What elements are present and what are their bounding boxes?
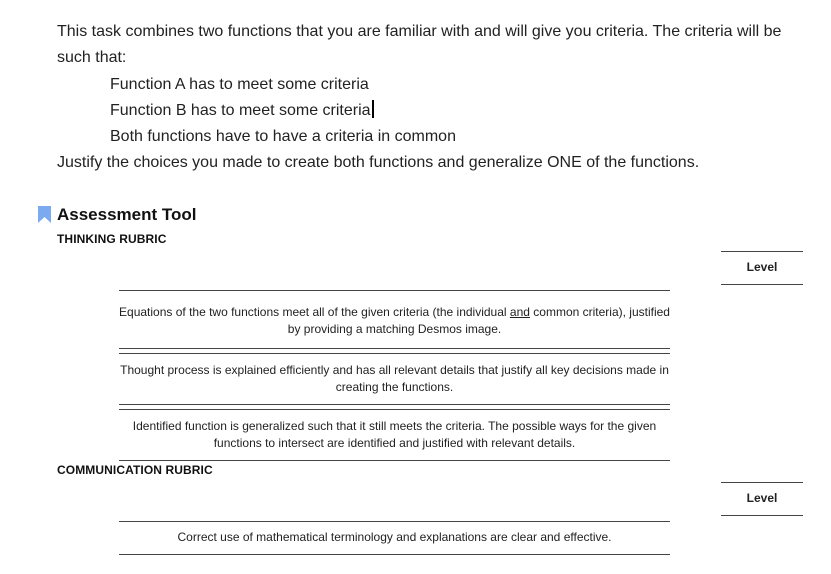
row-divider (119, 348, 670, 349)
thinking-table-top-rule (119, 290, 670, 291)
task-intro: This task combines two functions that you are familiar with and will give you criteria. The criteria will be such that: (57, 23, 782, 66)
thinking-criterion-3: Identified function is generalized such that it still meets the criteria. The possible ways for the given functions to intersect are identified and justified with relevant details. (132, 419, 657, 450)
communication-criterion-1: Correct use of mathematical terminology and explanations are clear and effective. (177, 530, 612, 544)
thinking-criterion-1 (119, 304, 670, 338)
criteria-item-a: Function A has to meet some criteria (110, 76, 369, 93)
criterion-1-text-a: Equations of the two functions meet all of the given criteria (the individual (119, 305, 510, 319)
level-header-top-rule (721, 251, 803, 252)
row-divider (119, 353, 670, 354)
justify-instruction: Justify the choices you made to create both functions and generalize ONE of the functions. (57, 154, 700, 171)
row-divider (119, 404, 670, 405)
bookmark-icon[interactable] (38, 206, 51, 223)
criterion-1-underlined: and (509, 305, 530, 319)
communication-level-header: Level (746, 491, 778, 505)
assessment-title: Assessment Tool (57, 205, 197, 224)
level-header-bottom-rule (721, 515, 803, 516)
level-header-bottom-rule (721, 284, 803, 285)
row-divider (119, 409, 670, 410)
criterion-1-text-b: common criteria), justified by providing a matching Desmos image. (287, 305, 670, 336)
communication-table-top-rule (119, 521, 670, 522)
thinking-level-header: Level (746, 260, 778, 274)
thinking-table-bottom-rule (119, 460, 670, 461)
criteria-item-common: Both functions have to have a criteria in common (110, 128, 456, 145)
thinking-rubric-heading: THINKING RUBRIC (57, 232, 167, 246)
thinking-criterion-2: Thought process is explained efficiently and has all relevant details that justify all key decisions made in creating the functions. (120, 363, 669, 394)
communication-rubric-heading: COMMUNICATION RUBRIC (57, 463, 213, 477)
level-header-top-rule (721, 482, 803, 483)
text-cursor (372, 100, 374, 118)
communication-table-bottom-rule (119, 554, 670, 555)
criteria-item-b (110, 98, 374, 124)
criteria-item-b-text: Function B has to meet some criteria (110, 102, 371, 119)
